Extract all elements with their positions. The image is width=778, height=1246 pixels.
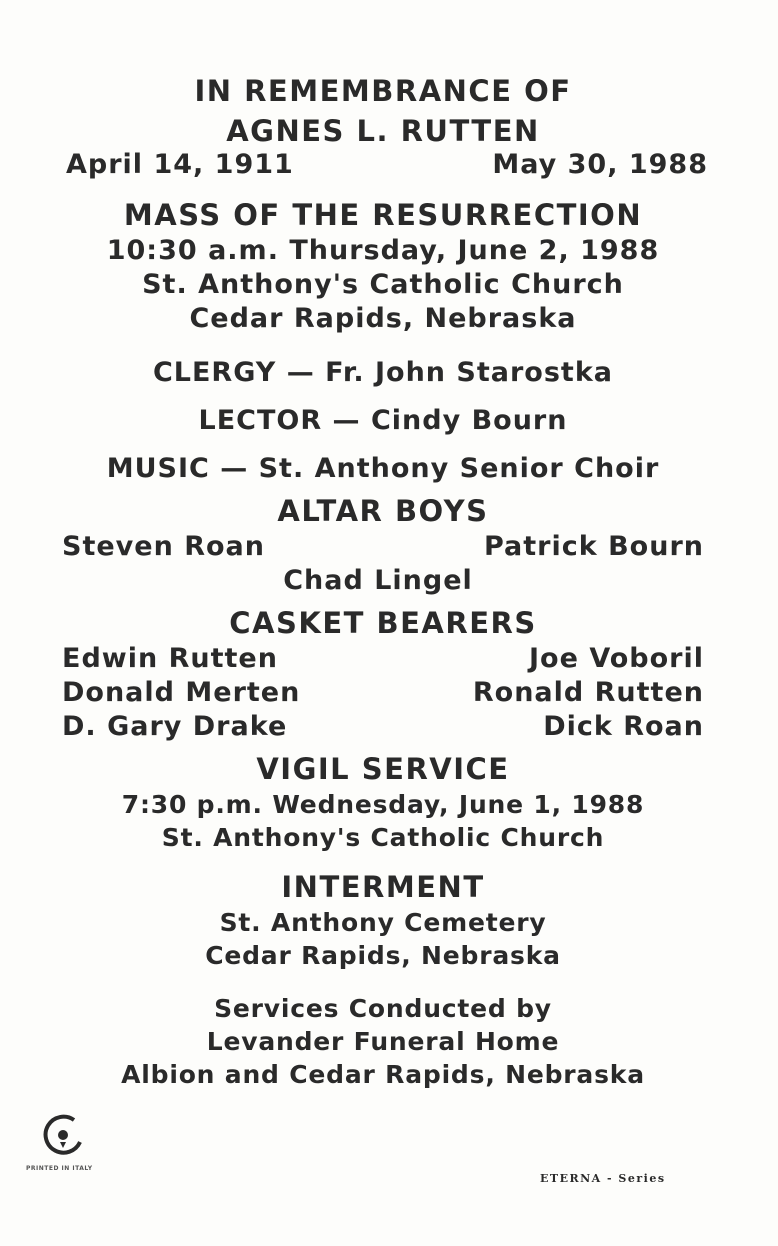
casket-bearers-row-3 <box>62 710 704 744</box>
interment-cemetery: St. Anthony Cemetery <box>219 908 547 937</box>
music: MUSIC — St. Anthony Senior Choir <box>106 453 660 484</box>
deceased-name: AGNES L. RUTTEN <box>226 114 540 148</box>
mass-time: 10:30 a.m. Thursday, June 2, 1988 <box>106 235 660 266</box>
bearer-left-3: D. Gary Drake <box>62 711 288 742</box>
casket-bearers-row-1 <box>62 642 704 676</box>
heading: IN REMEMBRANCE OF <box>194 74 572 108</box>
bearer-left-2: Donald Merten <box>62 677 301 708</box>
casket-bearers-title: CASKET BEARERS <box>229 606 537 640</box>
mass-place: Cedar Rapids, Nebraska <box>189 303 577 334</box>
bearer-right-2: Ronald Rutten <box>472 677 704 708</box>
printer-logo-icon <box>40 1112 86 1158</box>
altar-boys-row <box>62 530 704 564</box>
interment-place: Cedar Rapids, Nebraska <box>205 941 561 970</box>
interment-title: INTERMENT <box>281 870 485 904</box>
vigil-church: St. Anthony's Catholic Church <box>161 823 605 852</box>
vigil-title: VIGIL SERVICE <box>256 752 510 786</box>
bearer-right-3: Dick Roan <box>543 711 704 742</box>
services-line-2: Levander Funeral Home <box>206 1027 560 1056</box>
lector: LECTOR — Cindy Bourn <box>198 405 568 436</box>
life-dates <box>62 148 708 182</box>
services-line-1: Services Conducted by <box>214 994 552 1023</box>
printed-in-label: PRINTED IN ITALY <box>26 1165 93 1172</box>
altar-boy-right: Patrick Bourn <box>483 531 704 562</box>
vigil-time: 7:30 p.m. Wednesday, June 1, 1988 <box>121 790 645 819</box>
death-date: May 30, 1988 <box>492 149 708 180</box>
series-label: ETERNA - Series <box>540 1172 666 1185</box>
mass-title: MASS OF THE RESURRECTION <box>123 198 643 232</box>
birth-date: April 14, 1911 <box>66 149 294 180</box>
bearer-right-1: Joe Voboril <box>529 643 704 674</box>
altar-boy-left: Steven Roan <box>62 531 265 562</box>
mass-church: St. Anthony's Catholic Church <box>142 269 624 300</box>
services-line-3: Albion and Cedar Rapids, Nebraska <box>121 1060 645 1089</box>
clergy: CLERGY — Fr. John Starostka <box>152 357 614 388</box>
casket-bearers-row-2 <box>62 676 704 710</box>
altar-boys-title: ALTAR BOYS <box>277 494 489 528</box>
altar-boy-center: Chad Lingel <box>283 565 473 596</box>
bearer-left-1: Edwin Rutten <box>62 643 278 674</box>
